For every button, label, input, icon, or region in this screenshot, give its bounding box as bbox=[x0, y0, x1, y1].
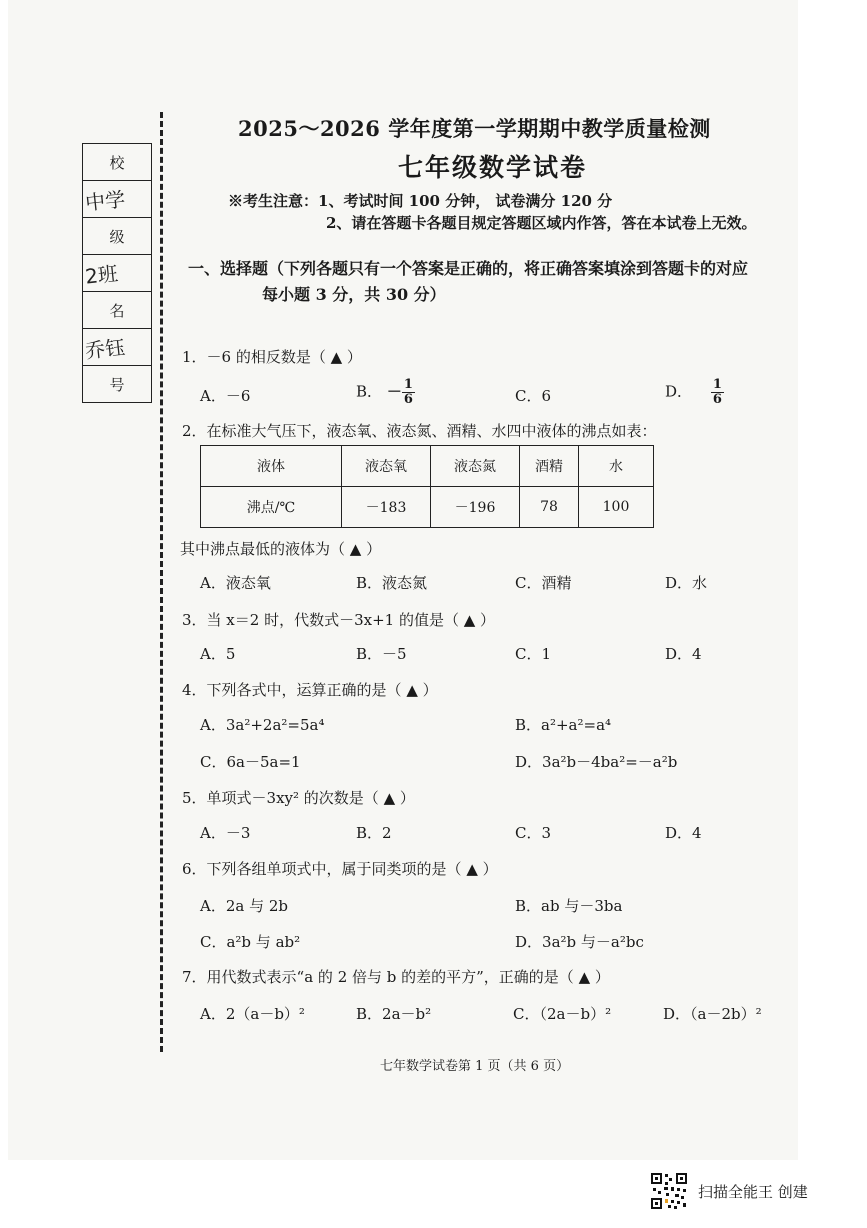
table-cell-nitrogen: －196 bbox=[431, 487, 520, 528]
question-2-option-d: D．水 bbox=[665, 574, 708, 592]
question-7-option-a: A．2（a－b）² bbox=[200, 1005, 305, 1023]
table-row-label: 沸点/℃ bbox=[201, 487, 342, 528]
table-header-alcohol: 酒精 bbox=[520, 446, 579, 487]
side-cell-class-value bbox=[83, 255, 152, 292]
question-4-option-a: A．3a²+2a²=5a⁴ bbox=[200, 716, 325, 734]
question-2-stem: 2．在标准大气压下，液态氧、液态氮、酒精、水四中液体的沸点如表： bbox=[182, 422, 657, 440]
section-heading-line1: 一、选择题（下列各题只有一个答案是正确的，将正确答案填涂到答题卡的对应 bbox=[188, 259, 749, 278]
question-6-stem: 6．下列各组单项式中，属于同类项的是（ ▲ ） bbox=[182, 860, 498, 878]
table-header-liquid: 液体 bbox=[201, 446, 342, 487]
handwritten-school: 中学 bbox=[84, 186, 127, 216]
exam-subtitle: 七年级数学试卷 bbox=[398, 153, 588, 182]
scanner-watermark bbox=[650, 1172, 808, 1210]
question-2-option-a: A．液态氧 bbox=[200, 574, 271, 592]
side-cell-number: 号 bbox=[83, 366, 152, 403]
question-3-option-d: D．4 bbox=[665, 645, 702, 663]
question-3-option-a: A．5 bbox=[200, 645, 236, 663]
question-3-option-b: B．－5 bbox=[356, 645, 407, 663]
question-4-option-c: C．6a－5a=1 bbox=[200, 753, 301, 771]
option-b-label: B． bbox=[356, 382, 383, 401]
question-5-option-a: A．－3 bbox=[200, 824, 251, 842]
question-6-option-c: C．a²b 与 ab² bbox=[200, 933, 301, 951]
question-1-stem: 1．－6 的相反数是（ ▲ ） bbox=[182, 348, 362, 366]
option-b-sign: － bbox=[386, 382, 402, 401]
side-cell-school: 校 bbox=[109, 153, 125, 172]
table-header-nitrogen: 液态氮 bbox=[431, 446, 520, 487]
section-heading-line2: 每小题 3 分，共 30 分） bbox=[262, 285, 446, 304]
question-2-option-c: C．酒精 bbox=[515, 574, 572, 592]
question-6-option-b: B．ab 与－3ba bbox=[515, 897, 623, 915]
boiling-point-table bbox=[200, 445, 654, 528]
side-cell-school-value bbox=[83, 181, 152, 218]
question-1-option-b bbox=[356, 378, 415, 407]
question-1-option-c: C．6 bbox=[515, 387, 552, 405]
question-7-option-c: C．（2a－b）² bbox=[513, 1005, 612, 1023]
question-4-stem: 4．下列各式中，运算正确的是（ ▲ ） bbox=[182, 681, 438, 699]
question-5-option-c: C．3 bbox=[515, 824, 552, 842]
question-7-stem: 7．用代数式表示“a 的 2 倍与 b 的差的平方”，正确的是（ ▲ ） bbox=[182, 968, 610, 986]
question-3-stem: 3．当 x＝2 时，代数式－3x+1 的值是（ ▲ ） bbox=[182, 611, 496, 629]
question-7-option-b: B．2a－b² bbox=[356, 1005, 432, 1023]
side-cell-name-value bbox=[83, 329, 152, 366]
handwritten-class: 2班 bbox=[83, 261, 120, 289]
option-d-label: D． bbox=[665, 382, 693, 401]
question-7-option-d: D．（a－2b）² bbox=[663, 1005, 762, 1023]
student-info-table bbox=[82, 143, 152, 403]
question-2-option-b: B．液态氮 bbox=[356, 574, 428, 592]
binding-line bbox=[160, 112, 163, 1052]
question-2-stem2: 其中沸点最低的液体为（ ▲ ） bbox=[180, 540, 382, 558]
question-5-option-b: B．2 bbox=[356, 824, 392, 842]
side-cell-name: 名 bbox=[83, 292, 152, 329]
notice-line-2: 2、请在答题卡各题目规定答题区域内作答，答在本试卷上无效。 bbox=[326, 214, 757, 232]
question-4-option-b: B．a²+a²=a⁴ bbox=[515, 716, 612, 734]
notice-line-1: ※考生注意：1、考试时间 100 分钟， 试卷满分 120 分 bbox=[228, 192, 613, 210]
table-cell-oxygen: －183 bbox=[342, 487, 431, 528]
question-4-option-d: D．3a²b－4ba²=－a²b bbox=[515, 753, 678, 771]
fraction-one-sixth: $\frac{1}{6}$ bbox=[403, 377, 413, 407]
question-6-option-d: D．3a²b 与－a²bc bbox=[515, 933, 644, 951]
side-cell-class: 级 bbox=[83, 218, 152, 255]
scanner-label: 扫描全能王 创建 bbox=[698, 1182, 808, 1201]
question-1-option-a: A．－6 bbox=[200, 387, 251, 405]
question-1-option-d bbox=[665, 378, 724, 407]
question-5-option-d: D．4 bbox=[665, 824, 702, 842]
table-cell-water: 100 bbox=[579, 487, 654, 528]
question-5-stem: 5．单项式－3xy² 的次数是（ ▲ ） bbox=[182, 789, 415, 807]
table-header-oxygen: 液态氧 bbox=[342, 446, 431, 487]
handwritten-name: 乔钰 bbox=[84, 334, 127, 364]
fraction-one-sixth-d: $\frac{1}{6}$ bbox=[712, 377, 722, 407]
qr-code-icon bbox=[650, 1172, 688, 1210]
table-cell-alcohol: 78 bbox=[520, 487, 579, 528]
exam-title: 2025～2026 学年度第一学期期中教学质量检测 bbox=[238, 116, 711, 141]
question-3-option-c: C．1 bbox=[515, 645, 552, 663]
page-footer: 七年数学试卷第 1 页（共 6 页） bbox=[380, 1059, 570, 1074]
question-6-option-a: A．2a 与 2b bbox=[200, 897, 289, 915]
table-header-water: 水 bbox=[579, 446, 654, 487]
